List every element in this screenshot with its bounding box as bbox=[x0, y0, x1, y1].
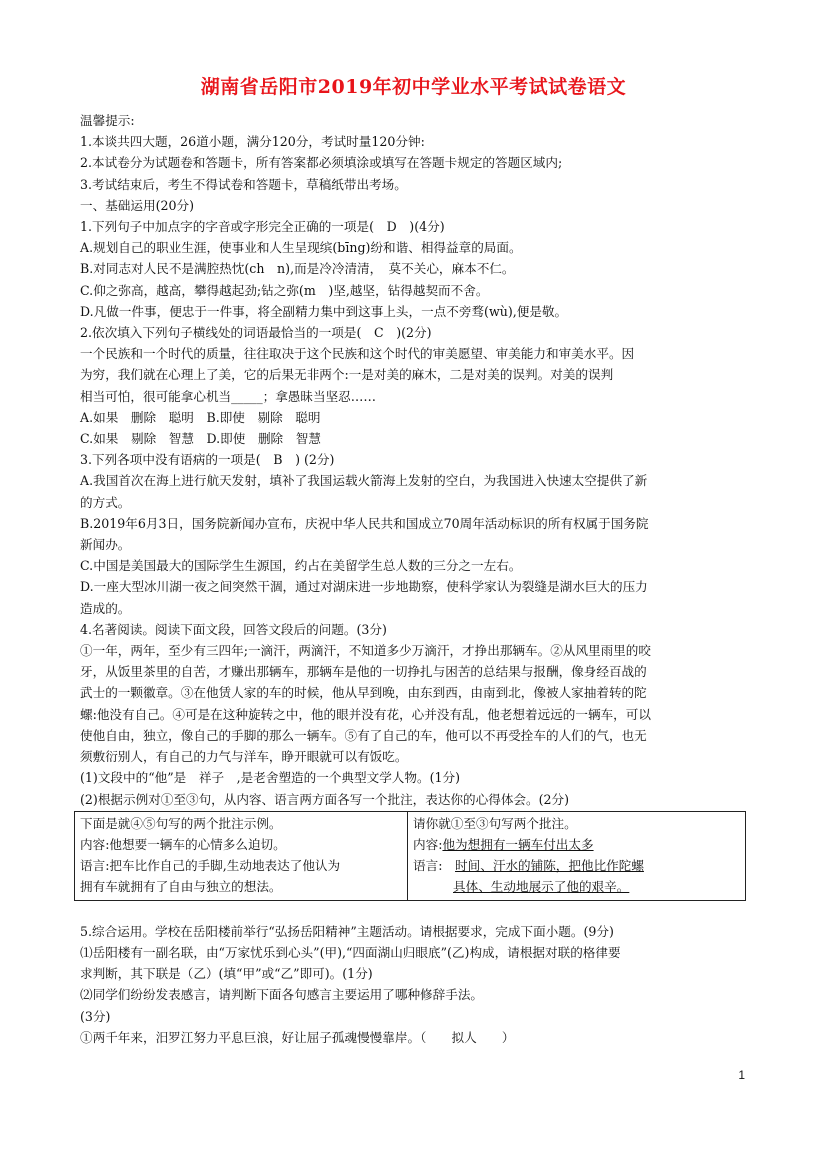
annotation-example-cell bbox=[75, 811, 408, 900]
question-3-option-a-cont: 的方式。 bbox=[80, 494, 131, 510]
question-1-option-a: A.规划自己的职业生涯，使事业和人生呈现缤(bīng)纷和谐、相得益章的局面。 bbox=[80, 240, 522, 256]
question-2-passage-line: 一个民族和一个时代的质量，往往取决于这个民族和这个时代的审美愿望、审美能力和审美水平。因 bbox=[80, 346, 635, 362]
question-4-passage-line: 武士的一颗徽章。③在他赁人家的车的时候，他从早到晚，由东到西，由南到北，像被人家抽着转的陀 bbox=[80, 685, 647, 701]
question-4-passage-line: ①一年，两年，至少有三四年;一滴汗，两滴汗，不知道多少万滴汗，才挣出那辆车。②从风里雨里的咬 bbox=[80, 643, 651, 659]
question-2-option-cd: C.如果 剔除 智慧 D.即使 删除 智慧 bbox=[80, 431, 321, 447]
question-4-passage-line: 使他自由，独立，像自己的手脚的那么一辆车。⑤有了自己的车，他可以不再受拴车的人们的气，也无 bbox=[80, 727, 647, 743]
question-2-option-ab: A.如果 删除 聪明 B.即使 剔除 聪明 bbox=[80, 409, 321, 425]
language-answer-cont: 具体、生动地展示了他的艰辛。 bbox=[453, 878, 630, 894]
question-2-passage-line: 为穷，我们就在心理上了美，它的后果无非两个:一是对美的麻木，二是对美的误判。对美的误判 bbox=[80, 367, 614, 383]
annotation-example-line: 下面是就④⑤句写的两个批注示例。 bbox=[80, 815, 282, 831]
question-3-option-c: C.中国是美国最大的国际学生生源国，约占在美留学生总人数的三分之一左右。 bbox=[80, 558, 522, 574]
question-4-passage-line: 牙，从饭里茶里的自苦，才赚出那辆车，那辆车是他的一切挣扎与困苦的总结果与报酬，像身经百战的 bbox=[80, 664, 647, 680]
question-5-sub-1: ⑴岳阳楼有一副名联，由“万家忧乐到心头”(甲),“四面湖山归眼底”(乙)构成，请根据对联的格律要 bbox=[80, 944, 621, 960]
annotation-example-line: 语言:把车比作自己的手脚,生动地表达了他认为 bbox=[80, 857, 341, 873]
question-3-option-b-cont: 新闻办。 bbox=[80, 537, 131, 553]
question-4-sub-1: (1)文段中的“他”是 祥子 ,是老舍塑造的一个典型文学人物。(1分) bbox=[80, 770, 460, 786]
question-5-stem: 5.综合运用。学校在岳阳楼前举行“弘扬岳阳精神”主题活动。请根据要求，完成下面小题。(9分) bbox=[80, 923, 614, 939]
question-5-sub-2: ⑵同学们纷纷发表感言，请判断下面各句感言主要运用了哪种修辞手法。 bbox=[80, 987, 483, 1003]
question-2-stem: 2.依次填入下列句子横线处的词语最恰当的一项是( C )(2分) bbox=[80, 325, 432, 341]
page-number: 1 bbox=[738, 1068, 745, 1082]
question-3-stem: 3.下列各项中没有语病的一项是( B ) (2分) bbox=[80, 452, 335, 468]
content-label: 内容: bbox=[413, 836, 443, 852]
language-answer: 时间、汗水的铺陈，把他比作陀螺 bbox=[455, 857, 644, 873]
annotation-example-line: 拥有车就拥有了自由与独立的想法。 bbox=[80, 878, 282, 894]
annotation-language-row-cont bbox=[413, 876, 740, 897]
section-heading: 一、基础运用(20分) bbox=[80, 197, 195, 213]
reminder-item: 3.考试结束后，考生不得试卷和答题卡，草稿纸带出考场。 bbox=[80, 176, 407, 192]
question-1-option-d: D.凡做一件事，便忠于一件事，将全副精力集中到这事上头，一点不旁骛(wù),便是敬。 bbox=[80, 303, 568, 319]
question-4-passage-line: 螺:他没有自己。④可是在这种旋转之中，他的眼并没有花，心并没有乱，他老想着远远的一辆车，可以 bbox=[80, 706, 651, 722]
reminder-item: 1.本谈共四大题，26道小题，满分120分，考试时量120分钟: bbox=[80, 134, 425, 150]
annotation-language-row bbox=[413, 855, 740, 876]
annotation-content-row bbox=[413, 834, 740, 855]
annotation-example-line: 内容:他想要一辆车的心情多么迫切。 bbox=[80, 836, 286, 852]
question-3-option-b: B.2019年6月3日，国务院新闻办宣布，庆祝中华人民共和国成立70周年活动标识的所有权属于国务院 bbox=[80, 515, 649, 531]
question-1-option-b: B.对同志对人民不是满腔热忱(ch n),而是冷冷清清， 莫不关心，麻本不仁。 bbox=[80, 261, 515, 277]
question-5-sub-1-cont: 求判断，其下联是（乙）(填“甲”或“乙”即可)。(1分) bbox=[80, 966, 373, 982]
page-title: 湖南省岳阳市2019年初中学业水平考试试卷语文 bbox=[200, 76, 627, 98]
annotation-table bbox=[74, 811, 746, 901]
document-body bbox=[80, 110, 750, 1048]
content-answer: 他为想拥有一辆车付出太多 bbox=[442, 836, 594, 852]
question-5-sub-2-item-1: ①两千年来，汨罗江努力平息巨浪，好让屈子孤魂慢慢靠岸。（ 拟人 ） bbox=[80, 1029, 515, 1045]
reminder-heading: 温馨提示: bbox=[80, 113, 135, 128]
annotation-answer-cell bbox=[408, 811, 746, 900]
question-2-passage-line: 相当可怕，很可能拿心机当_____；拿愚昧当坚忍…… bbox=[80, 388, 376, 404]
question-4-passage-line: 须敷衍别人，有自己的力气与洋车，睁开眼就可以有饭吃。 bbox=[80, 749, 408, 765]
question-3-option-a: A.我国首次在海上进行航天发射，填补了我国运载火箭海上发射的空白，为我国进入快速太空提供了新 bbox=[80, 473, 648, 489]
question-3-option-d: D.一座大型冰川湖一夜之间突然干涸，通过对湖床进一步地勘察，使科学家认为裂缝是湖水巨大的压力 bbox=[80, 579, 648, 595]
reminder-item: 2.本试卷分为试题卷和答题卡，所有答案都必须填涂或填写在答题卡规定的答题区域内; bbox=[80, 155, 563, 171]
question-4-stem: 4.名著阅读。阅读下面文段，回答文段后的问题。(3分) bbox=[80, 621, 387, 637]
question-1-stem: 1.下列句子中加点字的字音或字形完全正确的一项是( D )(4分) bbox=[80, 219, 445, 235]
question-1-option-c: C.仰之弥高，越高，攀得越起劲;钻之弥(m )坚,越坚，钻得越契而不舍。 bbox=[80, 282, 489, 298]
question-5-sub-2-score: (3分) bbox=[80, 1008, 111, 1024]
question-4-sub-2: (2)根据示例对①至③句，从内容、语言两方面各写一个批注，表达你的心得体会。(2分) bbox=[80, 791, 570, 807]
language-label: 语言: bbox=[413, 857, 443, 873]
annotation-answer-heading: 请你就①至③句写两个批注。 bbox=[413, 815, 577, 831]
question-3-option-d-cont: 造成的。 bbox=[80, 600, 131, 616]
